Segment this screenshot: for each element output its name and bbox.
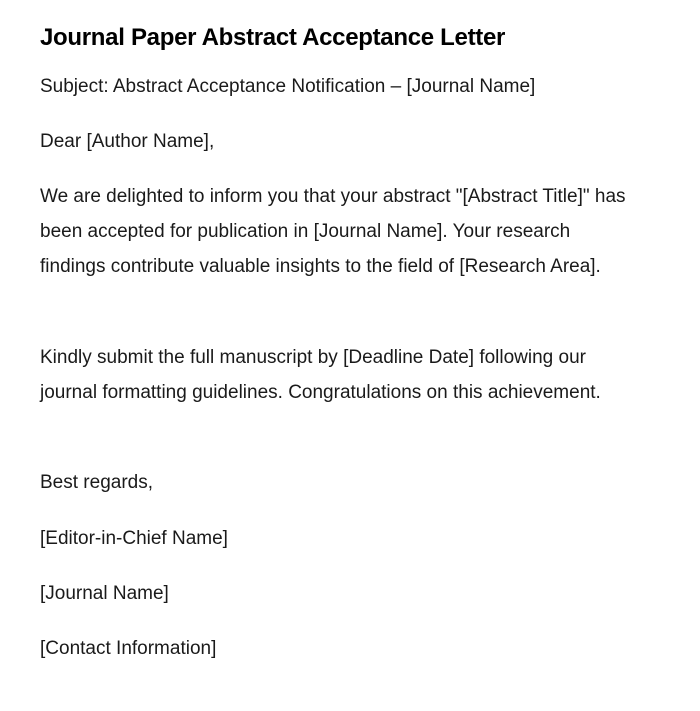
signature-editor-name: [Editor-in-Chief Name]	[40, 528, 228, 549]
greeting: Dear [Author Name],	[40, 131, 215, 152]
document-title: Journal Paper Abstract Acceptance Letter	[40, 24, 506, 51]
signature-journal-name: [Journal Name]	[40, 583, 169, 604]
closing: Best regards,	[40, 472, 153, 493]
signature-contact-info: [Contact Information]	[40, 638, 217, 659]
subject-line: Subject: Abstract Acceptance Notification – [Journal Name]	[40, 76, 536, 97]
body-paragraph-1: We are delighted to inform you that your abstract "[Abstract Title]" has been accepted for publication in [Journal Name]. Your research findings contribute valuable insights to the field of [Research Area].	[40, 186, 626, 277]
body-paragraph-2: Kindly submit the full manuscript by [Deadline Date] following our journal formatting guidelines. Congratulations on this achievement.	[40, 347, 601, 403]
